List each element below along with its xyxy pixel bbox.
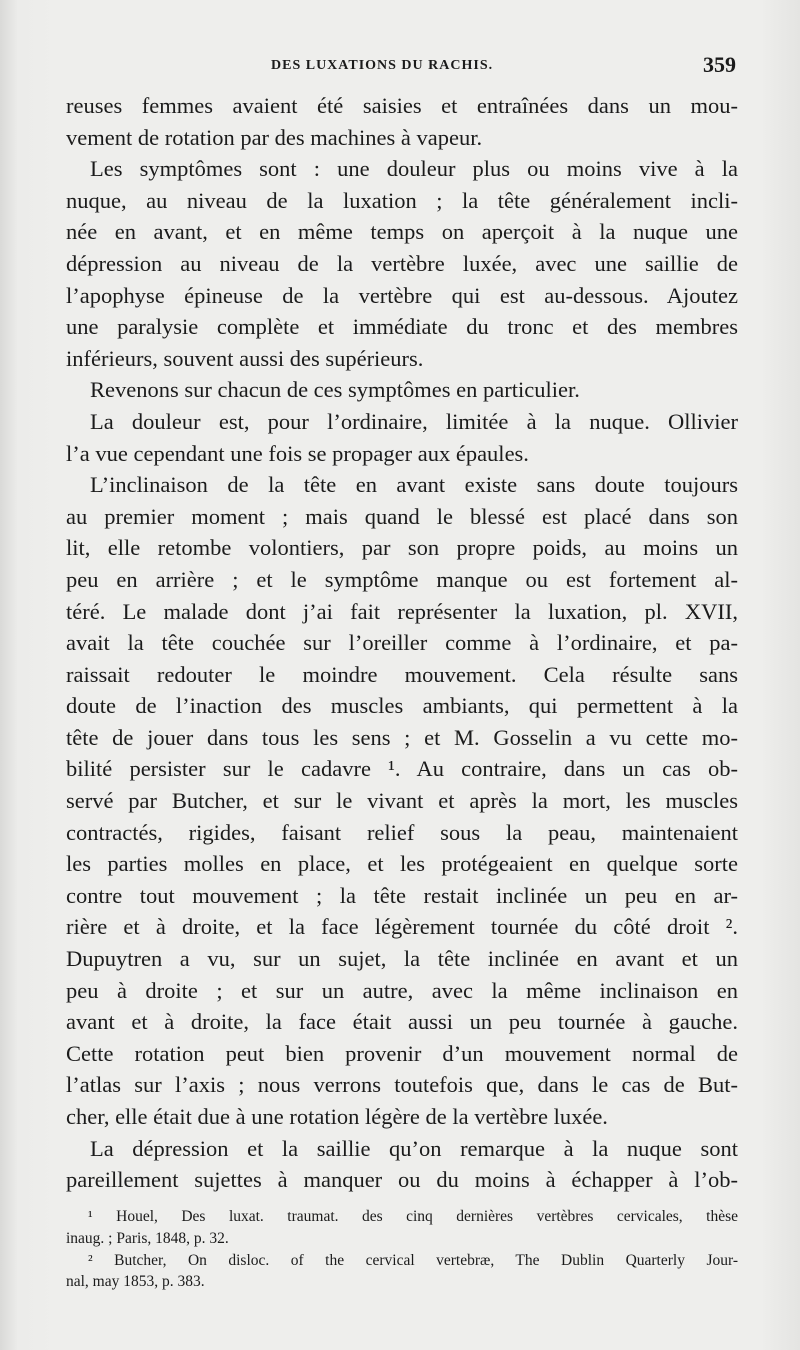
text-line: l’a vue cependant une fois se propager aux épaules. <box>66 440 529 466</box>
text-line: les parties molles en place, et les protégeaient en quelque sorte <box>66 851 738 877</box>
text-line: peu en arrière ; et le symptôme manque ou est fortement al- <box>66 566 738 592</box>
text-line: inférieurs, souvent aussi des supérieurs. <box>66 345 424 371</box>
running-head <box>66 52 736 82</box>
text-line: servé par Butcher, et sur le vivant et après la mort, les muscles <box>66 788 738 814</box>
text-line: bilité persister sur le cadavre ¹. Au contraire, dans un cas ob- <box>66 756 738 782</box>
footnotes <box>66 1206 738 1293</box>
text-line: L’inclinaison de la tête en avant existe sans doute toujours <box>90 472 738 498</box>
text-line: Dupuytren a vu, sur un sujet, la tête inclinée en avant et un <box>66 946 738 972</box>
text-line: La dépression et la saillie qu’on remarque à la nuque sont <box>90 1135 738 1161</box>
text-line: nuque, au niveau de la luxation ; la tête généralement incli- <box>66 187 738 213</box>
text-line: au premier moment ; mais quand le blessé est placé dans son <box>66 503 738 529</box>
footnote-line: ¹ Houel, Des luxat. traumat. des cinq dernières vertèbres cervicales, thèse <box>88 1208 738 1225</box>
text-line: La douleur est, pour l’ordinaire, limitée à la nuque. Ollivier <box>90 408 738 434</box>
text-line: avant et à droite, la face était aussi un peu tournée à gauche. <box>66 1009 738 1035</box>
text-line: pareillement sujettes à manquer ou du moins à échapper à l’ob- <box>66 1167 738 1193</box>
running-head-title: DES LUXATIONS DU RACHIS. <box>271 58 494 73</box>
text-line: l’atlas sur l’axis ; nous verrons toutefois que, dans le cas de But- <box>66 1072 738 1098</box>
text-line: peu à droite ; et sur un autre, avec la même inclinaison en <box>66 977 738 1003</box>
text-line: vement de rotation par des machines à vapeur. <box>66 124 483 150</box>
text-line: tête de jouer dans tous les sens ; et M. Gosselin a vu cette mo- <box>66 724 738 750</box>
text-line: contre tout mouvement ; la tête restait inclinée un peu en ar- <box>66 882 738 908</box>
page-number: 359 <box>703 52 736 77</box>
text-line: Cette rotation peut bien provenir d’un mouvement normal de <box>66 1040 738 1066</box>
text-line: Les symptômes sont : une douleur plus ou moins vive à la <box>90 156 738 182</box>
text-line: née en avant, et en même temps on aperçoit à la nuque une <box>66 219 738 245</box>
text-line: contractés, rigides, faisant relief sous la peau, maintenaient <box>66 819 738 845</box>
text-line: l’apophyse épineuse de la vertèbre qui est au-dessous. Ajoutez <box>66 282 738 308</box>
text-line: une paralysie complète et immédiate du tronc et des membres <box>66 314 738 340</box>
footnote-line: inaug. ; Paris, 1848, p. 32. <box>66 1229 229 1247</box>
text-line: avait la tête couchée sur l’oreiller comme à l’ordinaire, et pa- <box>66 630 738 656</box>
body-text <box>66 90 738 1196</box>
footnote-line: ² Butcher, On disloc. of the cervical vertebræ, The Dublin Quarterly Jour- <box>88 1251 738 1269</box>
text-line: raissait redouter le moindre mouvement. Cela résulte sans <box>66 661 738 687</box>
text-line: cher, elle était due à une rotation légère de la vertèbre luxée. <box>66 1104 608 1129</box>
text-line: reuses femmes avaient été saisies et entraînées dans un mou- <box>66 93 738 118</box>
text-line: doute de l’inaction des muscles ambiants, qui permettent à la <box>66 693 738 719</box>
text-line: dépression au niveau de la vertèbre luxée, avec une saillie de <box>66 250 738 276</box>
text-line: téré. Le malade dont j’ai fait représenter la luxation, pl. XVII, <box>66 598 738 624</box>
text-line: rière et à droite, et la face légèrement tournée du côté droit ². <box>66 914 738 940</box>
text-line: lit, elle retombe volontiers, par son propre poids, au moins un <box>66 535 738 561</box>
text-line: Revenons sur chacun de ces symptômes en particulier. <box>90 377 580 403</box>
footnote-line: nal, may 1853, p. 383. <box>66 1273 205 1291</box>
